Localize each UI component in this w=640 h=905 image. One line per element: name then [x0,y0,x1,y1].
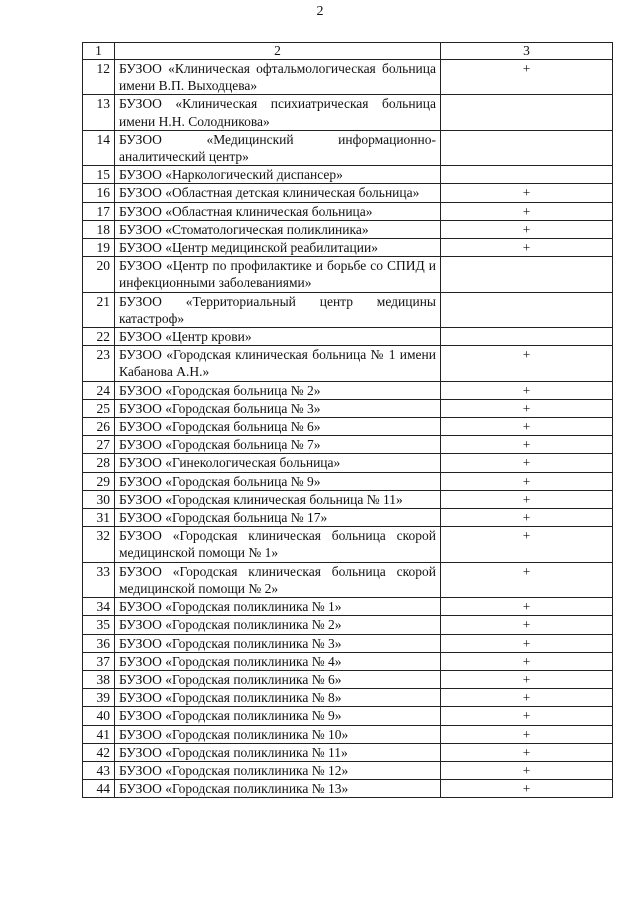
row-number: 21 [83,292,115,327]
mark-cell [441,130,613,165]
row-number: 20 [83,257,115,292]
institution-name: БУЗОО «Городская клиническая больница № 1 имени Кабанова А.Н.» [115,346,441,381]
table-row [83,780,613,798]
institution-name: БУЗОО «Городская больница № 3» [115,399,441,417]
row-number: 39 [83,689,115,707]
institution-name: БУЗОО «Городская больница № 2» [115,381,441,399]
table-row [83,257,613,292]
institution-name: БУЗОО «Городская поликлиника № 8» [115,689,441,707]
mark-cell: + [441,490,613,508]
header-cell-mark: 3 [441,43,613,60]
mark-cell: + [441,399,613,417]
mark-cell [441,95,613,130]
row-number: 19 [83,239,115,257]
institution-name: БУЗОО «Городская поликлиника № 13» [115,780,441,798]
row-number: 17 [83,202,115,220]
table-row [83,616,613,634]
mark-cell: + [441,743,613,761]
mark-cell: + [441,725,613,743]
table-row [83,725,613,743]
table-row [83,652,613,670]
row-number: 38 [83,670,115,688]
row-number: 37 [83,652,115,670]
table-row [83,527,613,562]
row-number: 15 [83,166,115,184]
institution-name: БУЗОО «Городская поликлиника № 1» [115,598,441,616]
institution-name: БУЗОО «Городская поликлиника № 2» [115,616,441,634]
table-row [83,743,613,761]
row-number: 44 [83,780,115,798]
institution-name: БУЗОО «Городская больница № 6» [115,418,441,436]
table-row [83,562,613,597]
institution-name: БУЗОО «Городская поликлиника № 3» [115,634,441,652]
mark-cell: + [441,202,613,220]
mark-cell: + [441,598,613,616]
mark-cell: + [441,346,613,381]
table-row [83,707,613,725]
row-number: 43 [83,761,115,779]
table-row [83,239,613,257]
institution-name: БУЗОО «Клиническая офтальмологическая больница имени В.П. Выходцева» [115,60,441,95]
row-number: 31 [83,509,115,527]
table-row [83,346,613,381]
mark-cell: + [441,184,613,202]
row-number: 36 [83,634,115,652]
institution-name: БУЗОО «Городская клиническая больница скорой медицинской помощи № 2» [115,562,441,597]
row-number: 34 [83,598,115,616]
row-number: 23 [83,346,115,381]
table-row [83,95,613,130]
institution-name: БУЗОО «Областная детская клиническая больница» [115,184,441,202]
mark-cell: + [441,527,613,562]
institution-name: БУЗОО «Городская поликлиника № 6» [115,670,441,688]
mark-cell: + [441,454,613,472]
table-row [83,220,613,238]
row-number: 24 [83,381,115,399]
mark-cell: + [441,634,613,652]
row-number: 30 [83,490,115,508]
table-row [83,399,613,417]
table-row [83,490,613,508]
table-row [83,472,613,490]
institution-name: БУЗОО «Городская поликлиника № 9» [115,707,441,725]
row-number: 12 [83,60,115,95]
table-row [83,184,613,202]
mark-cell: + [441,472,613,490]
table-row [83,761,613,779]
table-row [83,130,613,165]
mark-cell: + [441,652,613,670]
mark-cell: + [441,418,613,436]
page-number: 2 [316,4,324,19]
institutions-table [82,42,613,798]
table-row [83,598,613,616]
table-row [83,328,613,346]
institution-name: БУЗОО «Городская клиническая больница № 11» [115,490,441,508]
institution-name: БУЗОО «Городская больница № 17» [115,509,441,527]
institution-name: БУЗОО «Территориальный центр медицины катастроф» [115,292,441,327]
row-number: 16 [83,184,115,202]
institution-name: БУЗОО «Центр по профилактике и борьбе со СПИД и инфекционными заболеваниями» [115,257,441,292]
institution-name: БУЗОО «Городская больница № 9» [115,472,441,490]
mark-cell: + [441,616,613,634]
row-number: 25 [83,399,115,417]
mark-cell [441,166,613,184]
institution-name: БУЗОО «Городская поликлиника № 10» [115,725,441,743]
header-cell-num: 1 [83,43,115,60]
mark-cell [441,328,613,346]
row-number: 26 [83,418,115,436]
table-header-row [83,43,613,60]
table-row [83,509,613,527]
institution-name: БУЗОО «Медицинский информационно-аналитический центр» [115,130,441,165]
table-row [83,634,613,652]
mark-cell: + [441,670,613,688]
mark-cell: + [441,220,613,238]
institution-name: БУЗОО «Центр медицинской реабилитации» [115,239,441,257]
table-row [83,454,613,472]
table-row [83,381,613,399]
mark-cell: + [441,707,613,725]
institution-name: БУЗОО «Городская поликлиника № 4» [115,652,441,670]
row-number: 22 [83,328,115,346]
row-number: 13 [83,95,115,130]
table-row [83,689,613,707]
institution-name: БУЗОО «Городская поликлиника № 12» [115,761,441,779]
row-number: 27 [83,436,115,454]
header-cell-name: 2 [115,43,441,60]
table-row [83,60,613,95]
row-number: 42 [83,743,115,761]
row-number: 33 [83,562,115,597]
mark-cell: + [441,562,613,597]
table-row [83,202,613,220]
institution-name: БУЗОО «Городская клиническая больница скорой медицинской помощи № 1» [115,527,441,562]
institution-name: БУЗОО «Стоматологическая поликлиника» [115,220,441,238]
institution-name: БУЗОО «Центр крови» [115,328,441,346]
mark-cell: + [441,436,613,454]
row-number: 29 [83,472,115,490]
row-number: 18 [83,220,115,238]
table-row [83,166,613,184]
table-row [83,418,613,436]
mark-cell: + [441,239,613,257]
mark-cell: + [441,60,613,95]
mark-cell: + [441,509,613,527]
mark-cell [441,292,613,327]
mark-cell: + [441,381,613,399]
institution-name: БУЗОО «Областная клиническая больница» [115,202,441,220]
mark-cell: + [441,761,613,779]
table-row [83,292,613,327]
mark-cell [441,257,613,292]
row-number: 28 [83,454,115,472]
mark-cell: + [441,780,613,798]
row-number: 35 [83,616,115,634]
institution-name: БУЗОО «Гинекологическая больница» [115,454,441,472]
table-row [83,670,613,688]
institution-name: БУЗОО «Наркологический диспансер» [115,166,441,184]
row-number: 41 [83,725,115,743]
institution-name: БУЗОО «Городская поликлиника № 11» [115,743,441,761]
table-row [83,436,613,454]
mark-cell: + [441,689,613,707]
institution-name: БУЗОО «Клиническая психиатрическая больница имени Н.Н. Солодникова» [115,95,441,130]
row-number: 40 [83,707,115,725]
row-number: 32 [83,527,115,562]
institution-name: БУЗОО «Городская больница № 7» [115,436,441,454]
row-number: 14 [83,130,115,165]
